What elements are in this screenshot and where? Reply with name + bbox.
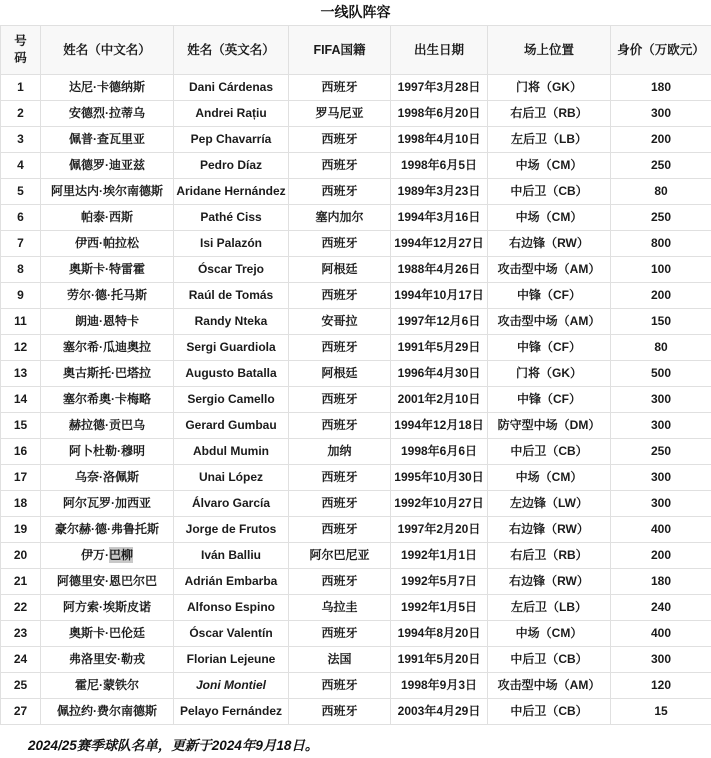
cell-name-en: Pathé Ciss [174, 205, 289, 231]
cell-no: 12 [1, 335, 41, 361]
cell-nationality: 西班牙 [289, 127, 391, 153]
cell-birth: 1994年12月18日 [391, 413, 488, 439]
cell-no: 3 [1, 127, 41, 153]
cell-no: 9 [1, 283, 41, 309]
table-row [1, 231, 711, 257]
table-row [1, 257, 711, 283]
cell-value: 200 [611, 543, 711, 569]
column-header: 身价（万欧元） [611, 26, 711, 75]
cell-position: 中场（CM） [488, 153, 611, 179]
cell-name-cn: 赫拉德·贡巴乌 [41, 413, 174, 439]
cell-name-cn: 伊西·帕拉松 [41, 231, 174, 257]
cell-value: 180 [611, 569, 711, 595]
cell-name-cn: 佩德罗·迪亚兹 [41, 153, 174, 179]
cell-name-cn: 朗迪·恩特卡 [41, 309, 174, 335]
cell-position: 中场（CM） [488, 621, 611, 647]
cell-no: 11 [1, 309, 41, 335]
table-row [1, 101, 711, 127]
table-row [1, 413, 711, 439]
cell-no: 14 [1, 387, 41, 413]
cell-name-cn: 奥斯卡·特雷霍 [41, 257, 174, 283]
table-row [1, 439, 711, 465]
cell-position: 右边锋（RW） [488, 517, 611, 543]
footer-note: 2024/25赛季球队名单，更新于2024年9月18日。 [28, 738, 319, 753]
cell-nationality: 阿根廷 [289, 257, 391, 283]
cell-value: 300 [611, 491, 711, 517]
cell-value: 250 [611, 205, 711, 231]
table-row [1, 309, 711, 335]
cell-name-cn: 阿卜杜勒·穆明 [41, 439, 174, 465]
cell-value: 15 [611, 699, 711, 725]
cell-no: 6 [1, 205, 41, 231]
cell-name-cn: 豪尔赫·德·弗鲁托斯 [41, 517, 174, 543]
cell-position: 门将（GK） [488, 361, 611, 387]
cell-birth: 1994年3月16日 [391, 205, 488, 231]
cell-birth: 2001年2月10日 [391, 387, 488, 413]
cell-name-en: Andrei Rațiu [174, 101, 289, 127]
cell-position: 门将（GK） [488, 75, 611, 101]
cell-nationality: 安哥拉 [289, 309, 391, 335]
cell-value: 250 [611, 439, 711, 465]
cell-position: 防守型中场（DM） [488, 413, 611, 439]
column-header: 号码 [1, 26, 41, 75]
cell-position: 右后卫（RB） [488, 543, 611, 569]
cell-name-en: Aridane Hernández [174, 179, 289, 205]
table-row [1, 699, 711, 725]
cell-birth: 1998年6月6日 [391, 439, 488, 465]
cell-name-en: Jorge de Frutos [174, 517, 289, 543]
cell-name-en: Unai López [174, 465, 289, 491]
cell-birth: 1998年9月3日 [391, 673, 488, 699]
cell-value: 120 [611, 673, 711, 699]
cell-position: 中后卫（CB） [488, 647, 611, 673]
cell-birth: 1991年5月29日 [391, 335, 488, 361]
cell-position: 中场（CM） [488, 205, 611, 231]
cell-birth: 1998年6月5日 [391, 153, 488, 179]
cell-name-cn: 塞尔希·瓜迪奥拉 [41, 335, 174, 361]
table-row [1, 517, 711, 543]
cell-name-en: Óscar Valentín [174, 621, 289, 647]
cell-name-cn: 劳尔·德·托马斯 [41, 283, 174, 309]
cell-name-en: Augusto Batalla [174, 361, 289, 387]
cell-name-cn: 乌奈·洛佩斯 [41, 465, 174, 491]
cell-name-cn: 阿里达内·埃尔南德斯 [41, 179, 174, 205]
cell-value: 300 [611, 387, 711, 413]
cell-no: 8 [1, 257, 41, 283]
cell-no: 22 [1, 595, 41, 621]
cell-nationality: 乌拉圭 [289, 595, 391, 621]
cell-name-en: Raúl de Tomás [174, 283, 289, 309]
cell-name-en: Randy Nteka [174, 309, 289, 335]
cell-nationality: 西班牙 [289, 153, 391, 179]
cell-value: 150 [611, 309, 711, 335]
squad-table [0, 25, 711, 725]
cell-name-en: Pedro Díaz [174, 153, 289, 179]
cell-value: 240 [611, 595, 711, 621]
cell-name-cn: 弗洛里安·勒戎 [41, 647, 174, 673]
table-row [1, 621, 711, 647]
cell-name-en: Dani Cárdenas [174, 75, 289, 101]
cell-nationality: 西班牙 [289, 75, 391, 101]
column-header: 姓名（英文名） [174, 26, 289, 75]
cell-birth: 1988年4月26日 [391, 257, 488, 283]
table-row [1, 673, 711, 699]
table-row [1, 179, 711, 205]
cell-nationality: 西班牙 [289, 491, 391, 517]
cell-nationality: 西班牙 [289, 517, 391, 543]
cell-name-cn: 阿尔瓦罗·加西亚 [41, 491, 174, 517]
cell-nationality: 西班牙 [289, 387, 391, 413]
cell-birth: 1994年10月17日 [391, 283, 488, 309]
cell-birth: 1995年10月30日 [391, 465, 488, 491]
cell-no: 19 [1, 517, 41, 543]
cell-birth: 1992年5月7日 [391, 569, 488, 595]
cell-value: 400 [611, 517, 711, 543]
cell-name-cn: 佩普·查瓦里亚 [41, 127, 174, 153]
cell-name-en: Pelayo Fernández [174, 699, 289, 725]
cell-no: 17 [1, 465, 41, 491]
cell-nationality: 阿尔巴尼亚 [289, 543, 391, 569]
cell-name-en: Pep Chavarría [174, 127, 289, 153]
cell-name-en: Sergio Camello [174, 387, 289, 413]
table-row [1, 335, 711, 361]
cell-birth: 1997年12月6日 [391, 309, 488, 335]
cell-birth: 1998年6月20日 [391, 101, 488, 127]
column-header: FIFA国籍 [289, 26, 391, 75]
cell-value: 180 [611, 75, 711, 101]
cell-nationality: 罗马尼亚 [289, 101, 391, 127]
cell-birth: 1989年3月23日 [391, 179, 488, 205]
cell-birth: 1997年2月20日 [391, 517, 488, 543]
cell-birth: 1991年5月20日 [391, 647, 488, 673]
cell-birth: 1997年3月28日 [391, 75, 488, 101]
table-row [1, 387, 711, 413]
cell-value: 500 [611, 361, 711, 387]
table-row [1, 153, 711, 179]
cell-no: 1 [1, 75, 41, 101]
cell-nationality: 西班牙 [289, 465, 391, 491]
cell-position: 中场（CM） [488, 465, 611, 491]
table-row [1, 361, 711, 387]
cell-name-cn: 霍尼·蒙铁尔 [41, 673, 174, 699]
cell-no: 27 [1, 699, 41, 725]
cell-birth: 1994年8月20日 [391, 621, 488, 647]
cell-name-cn: 阿德里安·恩巴尔巴 [41, 569, 174, 595]
cell-name-cn: 奥斯卡·巴伦廷 [41, 621, 174, 647]
cell-no: 15 [1, 413, 41, 439]
cell-position: 左后卫（LB） [488, 595, 611, 621]
cell-position: 攻击型中场（AM） [488, 673, 611, 699]
cell-value: 800 [611, 231, 711, 257]
cell-value: 300 [611, 413, 711, 439]
cell-name-en: Florian Lejeune [174, 647, 289, 673]
cell-position: 左边锋（LW） [488, 491, 611, 517]
table-row [1, 75, 711, 101]
cell-nationality: 西班牙 [289, 569, 391, 595]
cell-nationality: 法国 [289, 647, 391, 673]
cell-birth: 2003年4月29日 [391, 699, 488, 725]
cell-nationality: 阿根廷 [289, 361, 391, 387]
cell-value: 300 [611, 465, 711, 491]
cell-nationality: 西班牙 [289, 335, 391, 361]
cell-position: 中后卫（CB） [488, 699, 611, 725]
cell-nationality: 西班牙 [289, 413, 391, 439]
cell-birth: 1992年1月5日 [391, 595, 488, 621]
cell-value: 300 [611, 647, 711, 673]
cell-no: 25 [1, 673, 41, 699]
cell-name-en: Sergi Guardiola [174, 335, 289, 361]
cell-name-cn: 帕泰·西斯 [41, 205, 174, 231]
cell-birth: 1998年4月10日 [391, 127, 488, 153]
cell-position: 右边锋（RW） [488, 569, 611, 595]
cell-name-cn: 佩拉约·费尔南德斯 [41, 699, 174, 725]
table-body [1, 75, 711, 725]
cell-no: 2 [1, 101, 41, 127]
table-row [1, 647, 711, 673]
cell-nationality: 西班牙 [289, 621, 391, 647]
cell-nationality: 塞内加尔 [289, 205, 391, 231]
cell-nationality: 西班牙 [289, 283, 391, 309]
table-row [1, 543, 711, 569]
cell-no: 24 [1, 647, 41, 673]
cell-position: 中后卫（CB） [488, 179, 611, 205]
cell-name-en: Adrián Embarba [174, 569, 289, 595]
page-title: 一线队阵容 [320, 4, 391, 20]
cell-position: 中后卫（CB） [488, 439, 611, 465]
cell-no: 18 [1, 491, 41, 517]
table-row [1, 465, 711, 491]
cell-no: 5 [1, 179, 41, 205]
cell-nationality: 西班牙 [289, 673, 391, 699]
cell-name-cn: 安德烈·拉蒂乌 [41, 101, 174, 127]
cell-name-en: Óscar Trejo [174, 257, 289, 283]
cell-nationality: 西班牙 [289, 699, 391, 725]
cell-no: 23 [1, 621, 41, 647]
cell-birth: 1992年10月27日 [391, 491, 488, 517]
table-row [1, 595, 711, 621]
cell-name-cn: 伊万·巴柳 [41, 543, 174, 569]
cell-position: 右边锋（RW） [488, 231, 611, 257]
cell-nationality: 西班牙 [289, 231, 391, 257]
header-row [1, 26, 711, 75]
cell-birth: 1994年12月27日 [391, 231, 488, 257]
cell-position: 左后卫（LB） [488, 127, 611, 153]
cell-birth: 1992年1月1日 [391, 543, 488, 569]
column-header: 场上位置 [488, 26, 611, 75]
cell-position: 中锋（CF） [488, 283, 611, 309]
cell-position: 中锋（CF） [488, 387, 611, 413]
cell-name-cn: 奥古斯托·巴塔拉 [41, 361, 174, 387]
cell-no: 4 [1, 153, 41, 179]
cell-birth: 1996年4月30日 [391, 361, 488, 387]
table-row [1, 205, 711, 231]
cell-name-en: Alfonso Espino [174, 595, 289, 621]
cell-name-en: Joni Montiel [174, 673, 289, 699]
cell-no: 20 [1, 543, 41, 569]
cell-position: 攻击型中场（AM） [488, 309, 611, 335]
table-row [1, 569, 711, 595]
cell-name-en: Gerard Gumbau [174, 413, 289, 439]
cell-no: 16 [1, 439, 41, 465]
cell-value: 200 [611, 283, 711, 309]
cell-value: 400 [611, 621, 711, 647]
cell-value: 80 [611, 179, 711, 205]
cell-position: 攻击型中场（AM） [488, 257, 611, 283]
cell-nationality: 加纳 [289, 439, 391, 465]
cell-name-en: Isi Palazón [174, 231, 289, 257]
text-selection-highlight: 巴柳 [108, 548, 133, 562]
cell-name-en: Iván Balliu [174, 543, 289, 569]
cell-nationality: 西班牙 [289, 179, 391, 205]
cell-name-cn: 达尼·卡德纳斯 [41, 75, 174, 101]
cell-position: 右后卫（RB） [488, 101, 611, 127]
cell-value: 80 [611, 335, 711, 361]
cell-no: 7 [1, 231, 41, 257]
cell-value: 300 [611, 101, 711, 127]
cell-value: 250 [611, 153, 711, 179]
column-header: 出生日期 [391, 26, 488, 75]
cell-no: 13 [1, 361, 41, 387]
cell-name-en: Abdul Mumin [174, 439, 289, 465]
table-row [1, 491, 711, 517]
cell-name-en: Álvaro García [174, 491, 289, 517]
cell-no: 21 [1, 569, 41, 595]
cell-value: 200 [611, 127, 711, 153]
column-header: 姓名（中文名） [41, 26, 174, 75]
cell-value: 100 [611, 257, 711, 283]
table-row [1, 127, 711, 153]
cell-name-cn: 阿方索·埃斯皮诺 [41, 595, 174, 621]
table-row [1, 283, 711, 309]
cell-name-cn: 塞尔希奥·卡梅略 [41, 387, 174, 413]
cell-position: 中锋（CF） [488, 335, 611, 361]
